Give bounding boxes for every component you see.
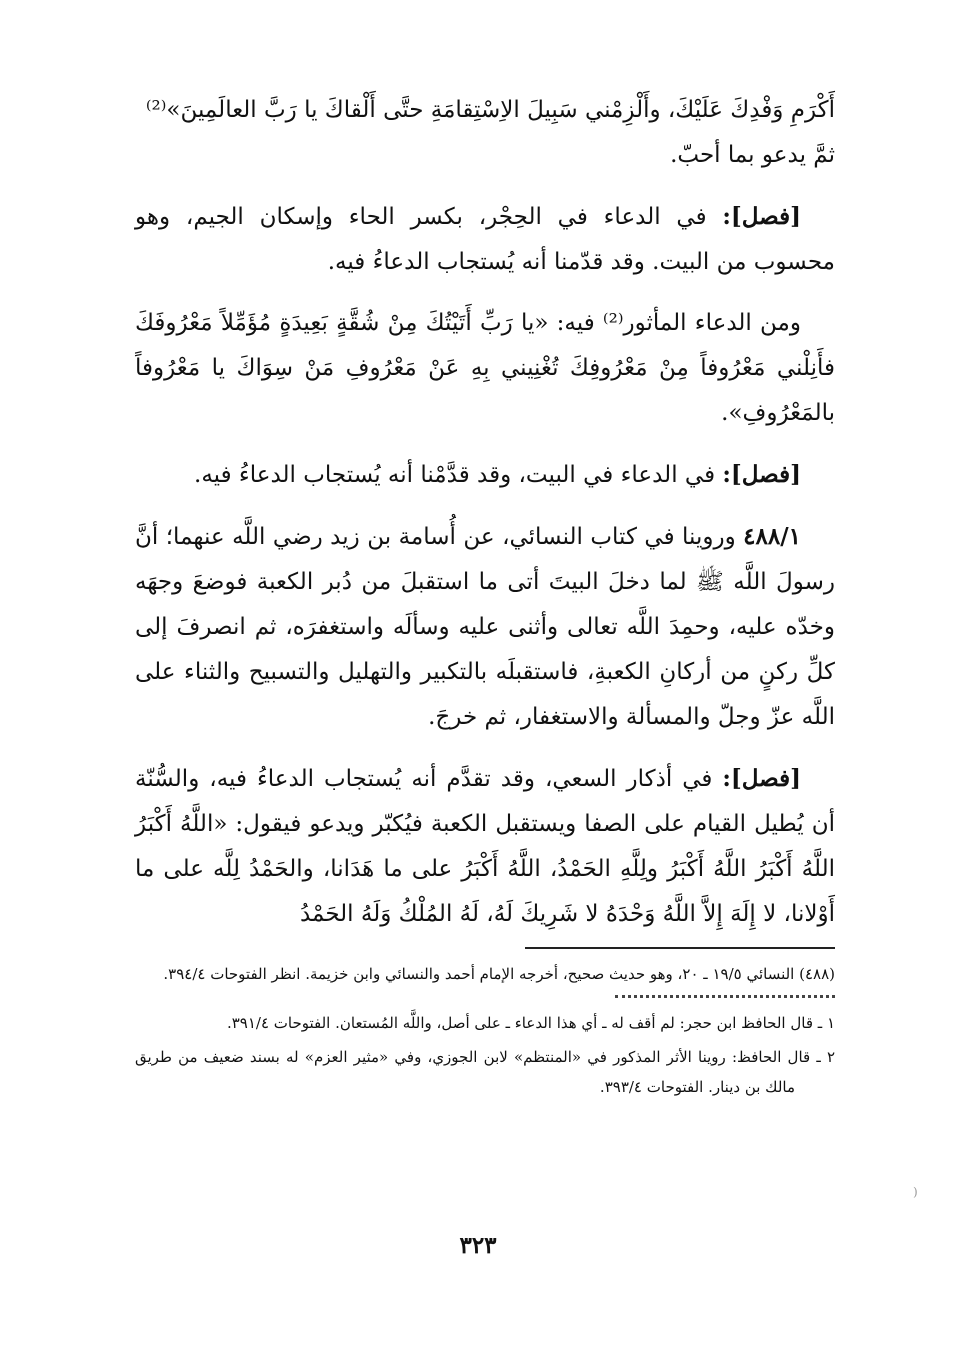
paragraph-text: في أذكار السعي، وقد تقدَّم أنه يُستجاب الدعاءُ فيه، والسُّنّة أن يُطيل القيام على الصفا ويستقبل الكعبة فيُكبّر ويدعو فيقول: «اللَّهُ أَكْبَرُ اللَّهُ أَكْبَرُ اللَّهُ أَكْبَرُ ولِلَّهِ الحَمْدُ، اللَّهُ أَكْبَرُ على ما هَدَانا، والحَمْدُ لِلَّه على ما أَوْلانا، لا إِلَهَ إِلاَّ اللَّهُ وَحْدَهُ لا شَرِيكَ لَهُ، لَهُ المُلْكُ وَلَهُ الحَمْدُ — [135, 766, 835, 927]
paragraph-1 — [135, 88, 835, 178]
footnote-1: ١ ـ قال الحافظ ابن حجر: لم أقف له ـ أي هذا الدعاء ـ على أصل، واللَّه المُستعان. الفتوحات ٣٩١/٤. — [226, 1014, 835, 1032]
dotted-separator — [615, 995, 835, 998]
paragraph-sai — [135, 756, 835, 937]
p1-line-1: أَكْرَمِ وَفْدِكَ عَلَيْكَ، وأَلْزِمْني سَبِيلَ الاِسْتِقامَةِ حتَّى أَلْقاكَ يا رَبَّ العالَمِينَ»⁽²⁾ — [145, 97, 835, 123]
paragraph-text: وروينا في كتاب النسائي، عن أُسامة بن زيد رضي اللَّه عنهما؛ أنَّ رسولَ اللَّه ﷺ لما دخلَ البيتَ أتى ما استقبلَ من دُبر الكعبة فوضعَ وجهَه وخدّه عليه، وحمِدَ اللَّه تعالى وأثنى عليه وسألَه واستغفرَه، ثم انصرفَ إلى كلِّ ركنٍ من أركانِ الكعبةِ، فاستقبلَه بالتكبير والتهليل والتسبيح والثناء على اللَّه عزّ وجلّ والمسألة والاستغفار، ثم خرجَ. — [135, 524, 835, 730]
paragraph-text: في الدعاء في البيت، وقد قدَّمْنا أنه يُستجاب الدعاءُ فيه. — [194, 462, 723, 488]
paragraph-text: ومن الدعاء المأثور⁽²⁾ فيه: «يا رَبِّ أَتَيْتُكَ مِنْ شُقَّةٍ بَعِيدَةٍ مُؤَمِّلاً مَعْرُوفَكَ فأَنِلْني مَعْرُوفاً مِنْ مَعْرُوفِكَ تُغْنِيني بِهِ عَنْ مَعْرُوفِ مَنْ سِوَاكَ يا مَعْرُوفاً بالمَعْرُوفِ». — [135, 310, 835, 426]
paragraph-hadith — [135, 514, 835, 740]
margin-mark: ( — [913, 1185, 918, 1199]
hadith-number: ٤٨٨/١ — [743, 523, 801, 550]
footnote-takhrij: (٤٨٨) النسائي ١٩/٥ ـ ٢٠، وهو حديث صحيح، أخرجه الإمام أحمد والنسائي وابن خزيمة. انظر الفتوحات ٣٩٤/٤. — [163, 965, 835, 983]
section-label: [فصل]: — [722, 203, 801, 230]
section-label: [فصل]: — [722, 461, 801, 488]
section-label: [فصل]: — [722, 765, 801, 792]
footnote-separator — [525, 947, 835, 949]
paragraph-bayt — [135, 452, 835, 498]
page-number: ٣٢٣ — [459, 1232, 497, 1259]
p1-line-2: ثمَّ يدعو بما أحبّ. — [670, 142, 835, 168]
paragraph-mathur — [135, 301, 835, 436]
page-content — [135, 88, 835, 1102]
main-text — [135, 88, 835, 937]
footnotes — [135, 959, 835, 1102]
paragraph-hijr — [135, 194, 835, 285]
paragraph-text: في الدعاء في الحِجْر، بكسر الحاء وإسكان الجيم، وهو محسوب من البيت. وقد قدّمنا أنه يُستجاب الدعاءُ فيه. — [135, 204, 835, 275]
footnote-2: ٢ ـ قال الحافظ: روينا الأثر المذكور في «المنتظم» لابن الجوزي، وفي «مثير العزم» له بسند ضعيف من طريق مالك بن دينار. الفتوحات ٣٩٣/٤. — [135, 1048, 835, 1096]
